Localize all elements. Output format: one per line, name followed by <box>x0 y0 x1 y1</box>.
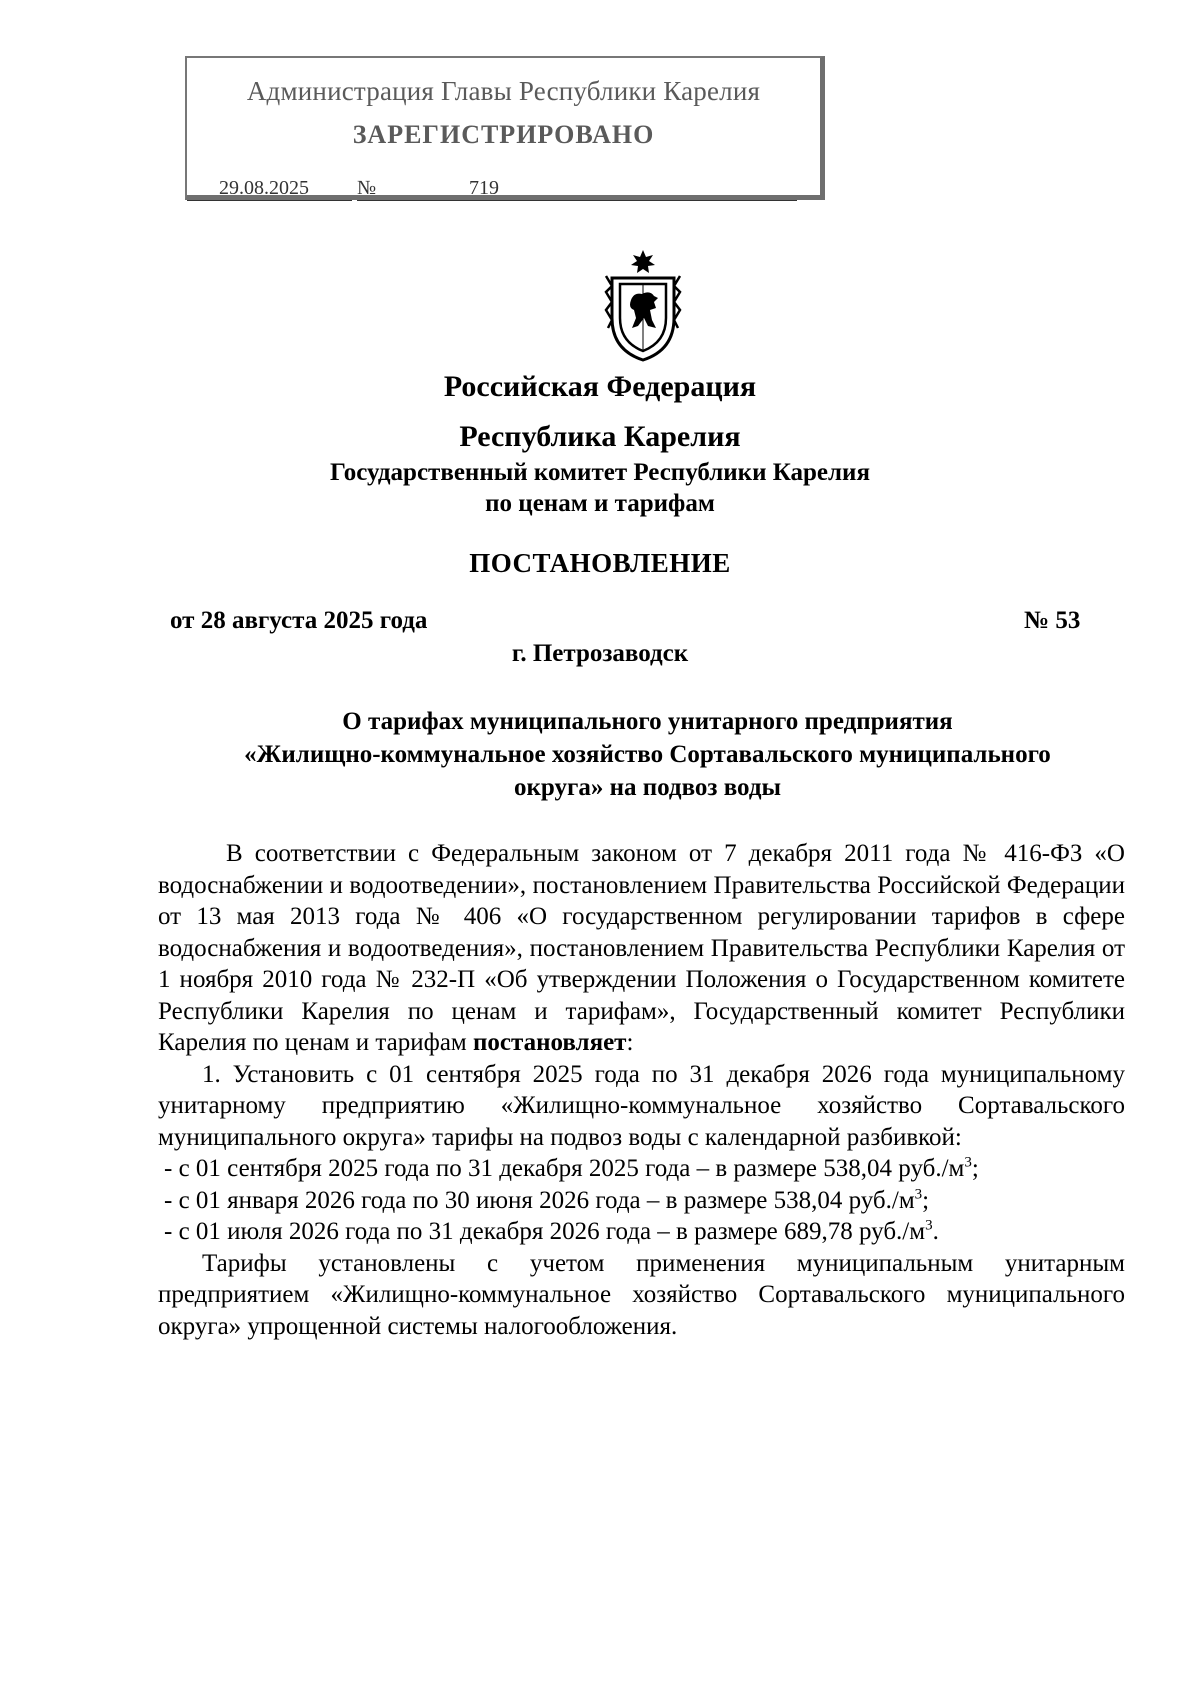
stamp-date: 29.08.2025 <box>187 177 352 201</box>
stamp-number-line <box>357 177 797 201</box>
decree-word: постановляет <box>473 1029 627 1056</box>
document-city: г. Петрозаводск <box>511 640 689 667</box>
country-heading: Российская Федерация <box>443 370 757 403</box>
preamble-paragraph <box>158 838 1125 1059</box>
tariff-end: ; <box>922 1186 930 1214</box>
tariff-item <box>158 1185 1125 1217</box>
tariff-unit-sup: 3 <box>964 1154 972 1171</box>
tariff-unit-sup: 3 <box>925 1217 933 1234</box>
tariff-text: - с 01 июля 2026 года по 31 декабря 2026 года – в размере 689,78 руб./м <box>164 1218 926 1245</box>
title-line: округа» на подвоз воды <box>514 774 781 801</box>
document-body <box>158 838 1125 1342</box>
committee-heading: Государственный комитет Республики Карелия <box>330 459 870 486</box>
document-title <box>170 705 1125 804</box>
stamp-number-label: № <box>357 177 377 199</box>
document-type: ПОСТАНОВЛЕНИЕ <box>469 548 731 578</box>
karelia-coat-of-arms-icon <box>598 248 688 363</box>
tariff-item <box>158 1216 1125 1248</box>
stamp-organization: Администрация Главы Республики Карелия <box>246 76 761 106</box>
tariff-text: - с 01 сентября 2025 года по 31 декабря 2025 года – в размере 538,04 руб./м <box>164 1155 965 1182</box>
tariff-end: ; <box>971 1155 979 1182</box>
title-line: «Жилищно-коммунальное хозяйство Сортавальского муниципального <box>244 741 1051 768</box>
republic-heading: Республика Карелия <box>459 420 741 453</box>
document-number: № 53 <box>1024 607 1081 634</box>
document-date: от 28 августа 2025 года <box>170 607 428 634</box>
item-1-paragraph: 1. Установить с 01 сентября 2025 года по 31 декабря 2026 года муниципальному унитарному предприятию «Жилищно-коммунальное хозяйство Сортавальского муниципального округа» тарифы на подвоз воды с календарной разбивкой: <box>158 1060 1125 1151</box>
decree-colon: : <box>626 1029 634 1056</box>
tariff-end: . <box>932 1218 939 1245</box>
note-paragraph: Тарифы установлены с учетом применения муниципальным унитарным предприятием «Жилищно-коммунальное хозяйство Сортавальского муниципального округа» упрощенной системы налогообложения. <box>158 1249 1125 1340</box>
tariff-text: - с 01 января 2026 года по 30 июня 2026 года – в размере 538,04 руб./м <box>164 1186 915 1214</box>
preamble-text: В соответствии с Федеральным законом от 7 декабря 2011 года № 416-ФЗ «О водоснабжении и водоотведении», постановлением Правительства Российской Федерации от 13 мая 2013 года № 406 «О государственном регулировании тарифов в сфере водоснабжения и водоотведения», постановлением Правительства Республики Карелия от 1 ноября 2010 года № 232-П «Об утверждении Положения о Государственном комитете Республики Карелия по ценам и тарифам», Государственный комитет Республики Карелия по ценам и тарифам <box>158 840 1125 1056</box>
registration-stamp <box>185 56 825 200</box>
stamp-number: 719 <box>469 177 499 199</box>
committee-heading-line2: по ценам и тарифам <box>485 490 715 517</box>
tariff-unit-sup: 3 <box>914 1186 923 1203</box>
tariff-item <box>158 1153 1125 1185</box>
stamp-status: ЗАРЕГИСТРИРОВАНО <box>352 120 655 149</box>
title-line: О тарифах муниципального унитарного предприятия <box>342 708 953 735</box>
